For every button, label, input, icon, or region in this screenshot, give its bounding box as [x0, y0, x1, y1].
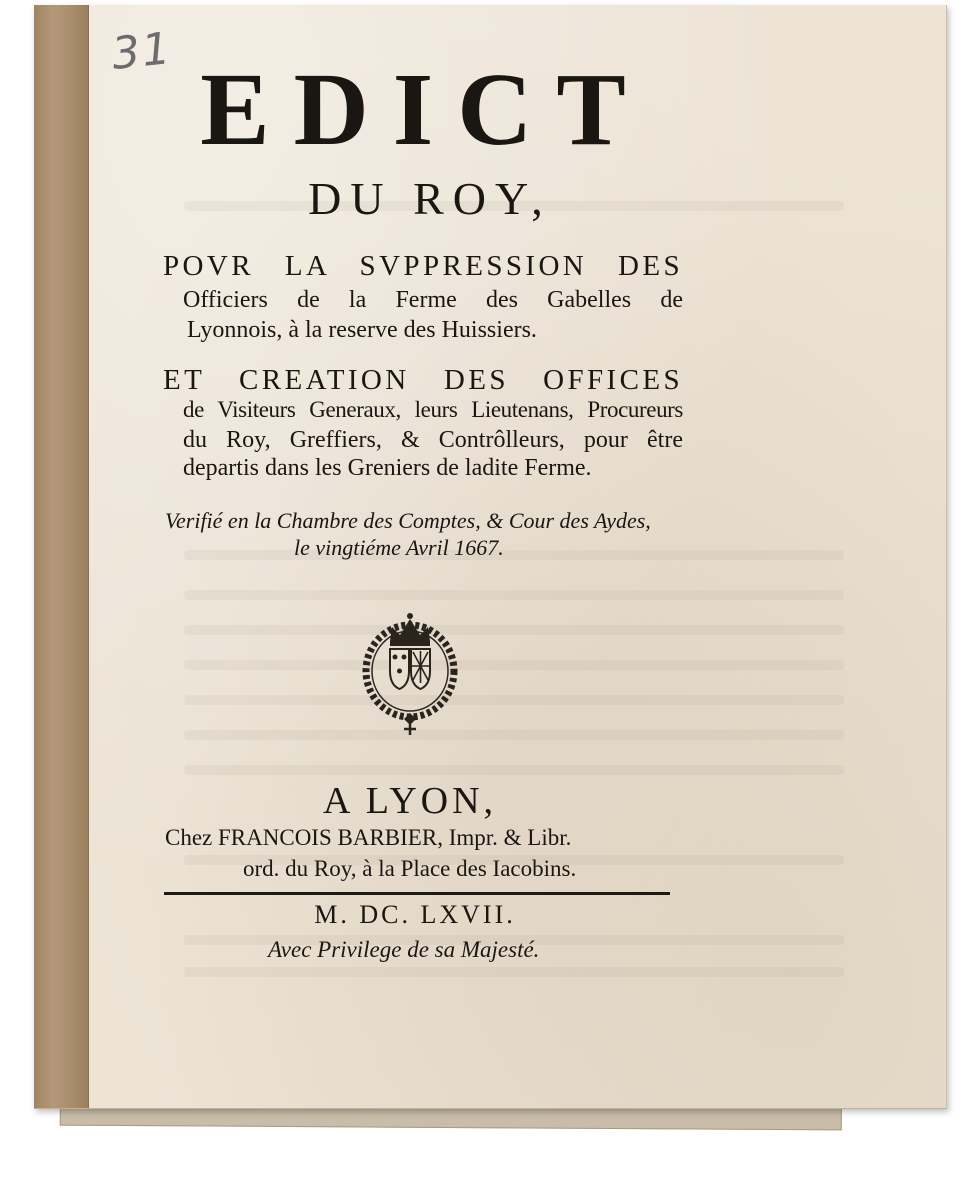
show-through	[184, 660, 844, 670]
show-through	[184, 550, 844, 560]
show-through	[184, 967, 844, 977]
royal-coat-of-arms-icon	[360, 605, 460, 737]
verification-line: Verifié en la Chambre des Comptes, & Cour des Aydes,	[165, 508, 651, 533]
privilege-line: Avec Privilege de sa Majesté.	[268, 937, 540, 962]
imprint-city: A LYON,	[322, 780, 498, 822]
section2-heading: ET CREATION DES OFFICES	[163, 364, 683, 396]
verification-line: le vingtiéme Avril 1667.	[294, 535, 504, 560]
show-through	[184, 625, 844, 635]
divider-rule	[164, 892, 670, 895]
show-through	[184, 730, 844, 740]
section2-line: de Visiteurs Generaux, leurs Lieutenans, Procureurs	[183, 397, 683, 422]
section2-line: departis dans les Greniers de ladite Ferme.	[183, 455, 592, 481]
printer-line: ord. du Roy, à la Place des Iacobins.	[243, 856, 577, 881]
document-subtitle: DU ROY,	[308, 173, 552, 224]
section1-line: Lyonnois, à la reserve des Huissiers.	[187, 317, 537, 343]
show-through	[184, 695, 844, 705]
section1-heading: POVR LA SVPPRESSION DES	[163, 250, 683, 282]
section2-line: du Roy, Greffiers, & Contrôlleurs, pour être	[183, 427, 683, 453]
show-through	[184, 590, 844, 600]
publication-year: M. DC. LXVII.	[314, 900, 516, 929]
binding-strip	[34, 5, 89, 1108]
show-through	[184, 765, 844, 775]
printer-line: Chez FRANCOIS BARBIER, Impr. & Libr.	[165, 825, 572, 850]
manuscript-number: 31	[109, 23, 175, 80]
section1-line: Officiers de la Ferme des Gabelles de	[183, 287, 683, 313]
document-title: EDICT	[200, 52, 650, 167]
